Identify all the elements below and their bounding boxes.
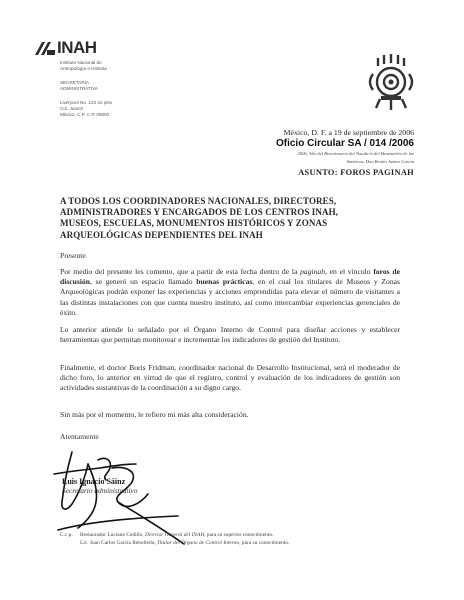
cc-line-1-end: , para su superior conocimiento. (204, 532, 274, 538)
document-meta (276, 128, 414, 164)
addressee-line: MUSEOS, ESCUELAS, MONUMENTOS HISTÓRICOS Y ZONAS (60, 218, 328, 229)
inah-logo-mark-icon (33, 40, 55, 56)
greeting: Presente (60, 251, 86, 260)
institution-line: Antropología e Historia (60, 66, 107, 71)
logo-text: INAH (57, 38, 97, 57)
addressee-line: ARQUEOLÓGICAS DEPENDIENTES DEL INAH (60, 229, 263, 240)
paragraph-3: Finalmente, el doctor Boris Fridman, coordinador nacional de Desarrollo Institucional, será el moderador de dicho foro, lo anterior en virtud de que el registro, control y evaluación de los indicadores de gestión son actividades sustantivas de la coordinación a su digno cargo. (60, 363, 400, 393)
p1-paginah: paginah (300, 267, 325, 276)
p1-foros: foros de discusión (60, 267, 400, 287)
cc-block (60, 532, 289, 547)
paragraph-2: Lo anterior atiende lo señalado por el Órgano Interno de Control para diseñar acciones y establecer herramientas que permitan monitorear e incrementar los indicadores de gestión del Instituto. (60, 325, 400, 345)
inah-logo (33, 38, 97, 58)
cc-line-2 (60, 540, 289, 548)
p1-text-c: , se generó un espacio llamado (89, 277, 197, 287)
p1-text-d: , en el cual los titulares de Museos y Zonas Arqueológicas podrán exponer las experiencias y acciones emprendidas para elevar el número de visitantes a las distintas instalaciones con que cuenta nuestro instituto, así como intercambiar experiencias gerenciales de éxito. (60, 277, 400, 317)
p1-text-a: Por medio del presente les comento, que a partir de esta fecha dentro de la (60, 267, 301, 276)
cc-line-2-name: Lic. Juan Carlos García Rebolledo, (80, 539, 158, 546)
paragraph-4: Sin más por el momento, le refiero mi más alta consideración. (60, 410, 249, 419)
cc-line-1 (60, 532, 289, 540)
signer-title: Secretario administrativo (62, 486, 138, 495)
address-line: México, C.P. C.P. 06600 (60, 112, 110, 117)
p1-text-b: , en el vínculo (325, 267, 374, 276)
signer-block (62, 477, 137, 495)
addressee-line: ADMINISTRADORES Y ENCARGADOS DE LOS CENTROS INAH, (60, 207, 339, 218)
institution-line: Instituto Nacional de (60, 60, 102, 65)
cc-label: C.c.p. (60, 532, 73, 538)
cc-line-2-role: Titular del Órgano de Control Interno (157, 539, 240, 546)
subject-line: ASUNTO: FOROS PAGINAH (298, 168, 414, 177)
cc-line-1-name: Restaurador Luciano Cedillo, (80, 532, 145, 538)
addressee-line: A TODOS LOS COORDINADORES NACIONALES, DIRECTORES, (60, 196, 337, 206)
cc-line-1-role: Director General del INAH (144, 532, 205, 538)
circular-number: Oficio Circular SA / 014 /2006 (275, 138, 414, 149)
cc-line-2-end: , para su conocimiento. (239, 539, 290, 546)
department-line: SECRETARÍA (60, 80, 90, 85)
motto-line: Américas, Don Benito Juárez García (346, 158, 414, 164)
addressee-block (60, 196, 395, 241)
address-line: Col. Juárez (60, 106, 84, 111)
closing: Atentamente (60, 432, 99, 441)
p1-buenas-practicas: buenas prácticas (196, 277, 253, 287)
institution-block (60, 60, 112, 118)
department-line: ADMINISTRATIVA (60, 86, 98, 91)
address-line: Liverpool No. 123 4o piso (60, 100, 113, 105)
emblem-icon (364, 52, 418, 112)
date-line: México, D. F. a 19 de septiembre de 2006 (283, 128, 414, 137)
paragraph-1 (60, 267, 400, 318)
signer-name: Luis Ignacio Sáinz (62, 477, 126, 486)
motto-line: 2006, Año del Bicentenario del Natalicio del Benemérito de las (297, 151, 414, 156)
